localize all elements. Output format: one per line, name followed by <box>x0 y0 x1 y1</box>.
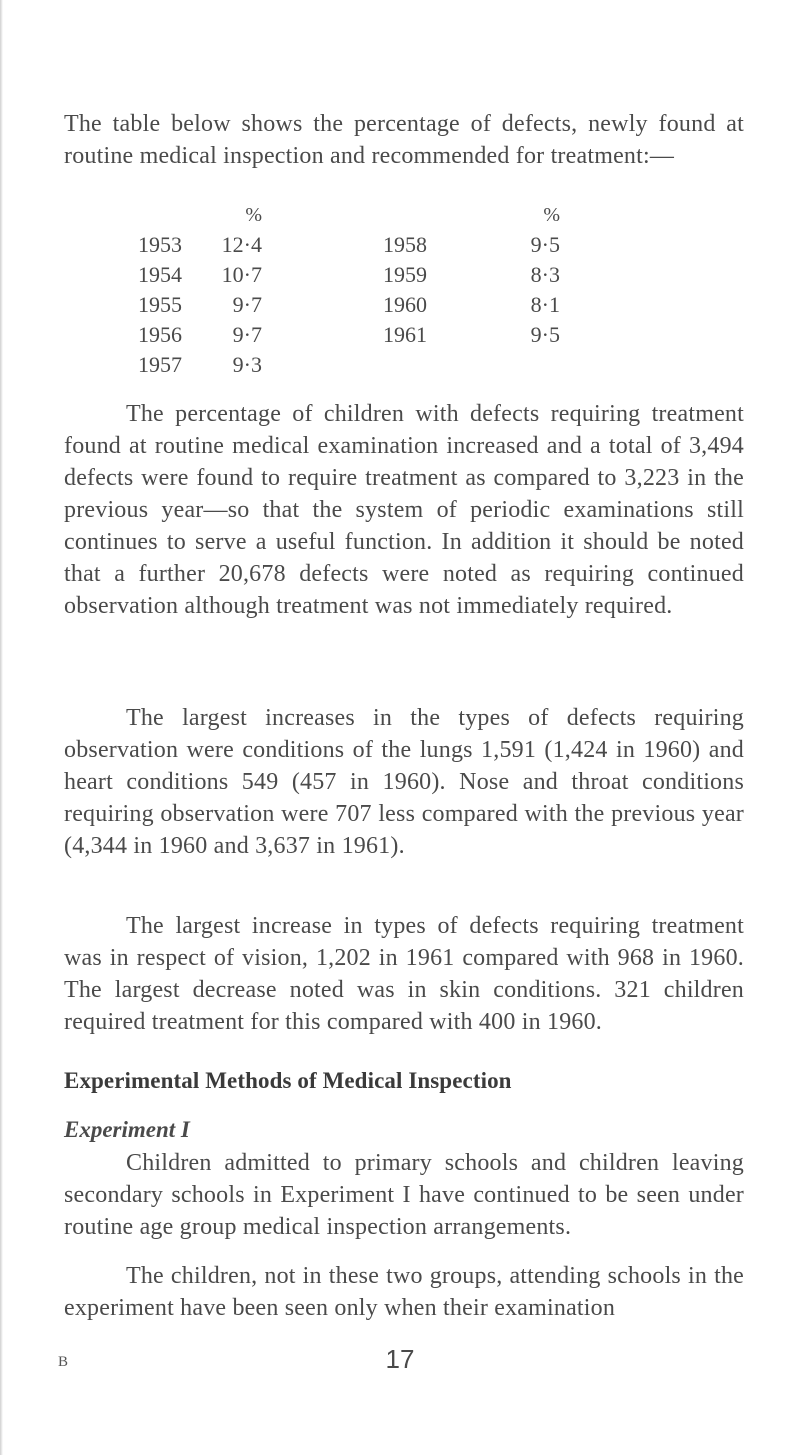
value-cell: 8·1 <box>530 292 560 317</box>
signature-mark: B <box>58 1354 69 1370</box>
subsection-heading: Experiment I <box>64 1117 190 1142</box>
percent-unit-left: % <box>245 204 262 226</box>
experiment-paragraph: Children admitted to primary schools and children leaving secondary schools in Experiment I have continued to be seen under routine age group medical inspection arrangements. <box>64 1150 744 1240</box>
year-cell: 1959 <box>383 262 427 287</box>
body-paragraph-treatment-increases: The largest increase in types of defects requiring treatment was in respect of vision, 1,202 in 1961 compared with 968 in 1960. The largest decrease noted was in skin conditions. 321 children required treatment for this compared with 400 in 1960. <box>64 913 744 1035</box>
section-heading: Experimental Methods of Medical Inspection <box>64 1068 512 1093</box>
value-cell: 10·7 <box>221 262 262 287</box>
page-number: 17 <box>385 1344 415 1374</box>
year-cell: 1953 <box>138 232 182 257</box>
value-cell: 9·7 <box>232 322 262 347</box>
year-cell: 1954 <box>138 262 182 287</box>
experiment-paragraph: The children, not in these two groups, attending schools in the experiment have been seen only when their examination <box>64 1263 744 1321</box>
value-cell: 9·5 <box>530 232 560 257</box>
value-cell: 9·7 <box>232 292 262 317</box>
year-cell: 1956 <box>138 322 182 347</box>
table-row <box>104 290 560 320</box>
body-paragraph-treatment-percentage: The percentage of children with defects requiring treatment found at routine medical examination increased and a total of 3,494 defects were found to require treatment as compared to 3,223 in the previous year—so that the system of periodic examinations still continues to serve a useful function. In addition it should be noted that a further 20,678 defects were noted as requiring continued observation although treatment was not immediately required. <box>64 401 744 619</box>
body-paragraph-observation-increases: The largest increases in the types of defects requiring observation were conditions of the lungs 1,591 (1,424 in 1960) and heart conditions 549 (457 in 1960). Nose and throat conditions requiring observation were 707 less compared with the previous year (4,344 in 1960 and 3,637 in 1961). <box>64 705 744 859</box>
year-cell: 1955 <box>138 292 182 317</box>
defects-percentage-table <box>104 200 560 380</box>
value-cell: 8·3 <box>530 262 560 287</box>
page-edge <box>0 0 3 1455</box>
table-row <box>104 230 560 260</box>
table-row <box>104 350 560 380</box>
intro-paragraph: The table below shows the percentage of defects, newly found at routine medical inspection and recommended for treatment:— <box>64 111 744 169</box>
table-row <box>104 200 560 230</box>
year-cell: 1958 <box>383 232 427 257</box>
table-row <box>104 320 560 350</box>
table-row <box>104 260 560 290</box>
value-cell: 9·5 <box>530 322 560 347</box>
year-cell: 1957 <box>138 352 182 377</box>
value-cell: 12·4 <box>221 232 262 257</box>
percent-unit-right: % <box>543 204 560 226</box>
year-cell: 1961 <box>383 322 427 347</box>
value-cell: 9·3 <box>232 352 262 377</box>
year-cell: 1960 <box>383 292 427 317</box>
